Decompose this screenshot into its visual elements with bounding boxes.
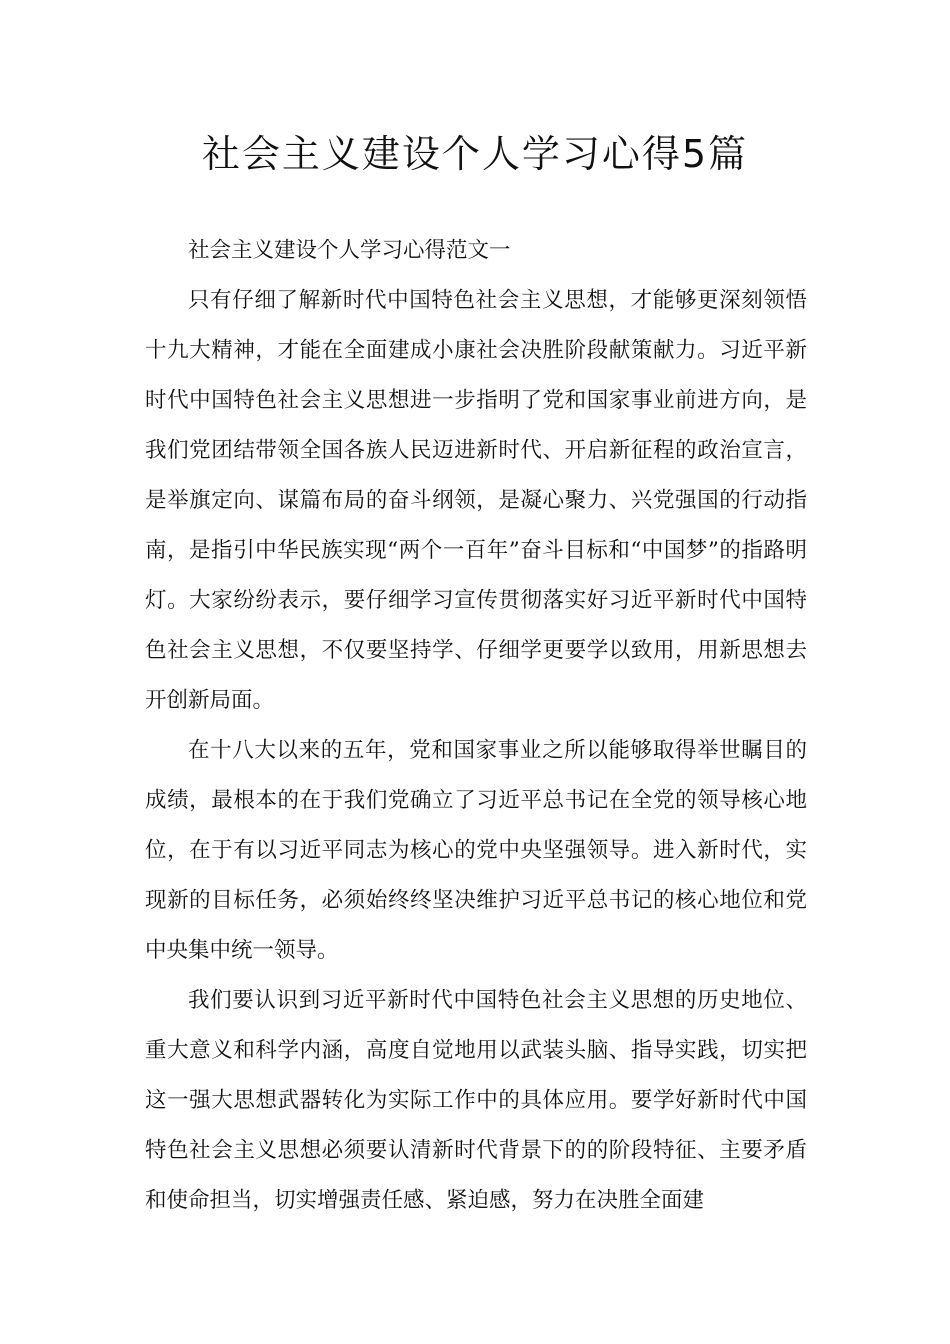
document-body xyxy=(145,226,807,1226)
paragraph-1: 只有仔细了解新时代中国特色社会主义思想，才能够更深刻领悟十九大精神，才能在全面建成小康社会决胜阶段献策献力。习近平新时代中国特色社会主义思想进一步指明了党和国家事业前进方向，是我们党团结带领全国各族人民迈进新时代、开启新征程的政治宣言，是举旗定向、谋篇布局的奋斗纲领，是凝心聚力、兴党强国的行动指南，是指引中华民族实现“两个一百年”奋斗目标和“中国梦”的指路明灯。大家纷纷表示，要仔细学习宣传贯彻落实好习近平新时代中国特色社会主义思想，不仅要坚持学、仔细学更要学以致用，用新思想去开创新局面。 xyxy=(145,288,807,713)
paragraph-2: 在十八大以来的五年，党和国家事业之所以能够取得举世瞩目的成绩，最根本的在于我们党确立了习近平总书记在全党的领导核心地位，在于有以习近平同志为核心的党中央坚强领导。进入新时代，实现新的目标任务，必须始终终坚决维护习近平总书记的核心地位和党中央集中统一领导。 xyxy=(145,738,807,963)
section-subheading: 社会主义建设个人学习心得范文一 xyxy=(188,238,511,263)
paragraph-3: 我们要认识到习近平新时代中国特色社会主义思想的历史地位、重大意义和科学内涵，高度自觉地用以武装头脑、指导实践，切实把这一强大思想武器转化为实际工作中的具体应用。要学好新时代中国特色社会主义思想必须要认清新时代背景下的的阶段特征、主要矛盾和使命担当，切实增强责任感、紧迫感，努力在决胜全面建 xyxy=(145,988,807,1213)
document-title: 社会主义建设个人学习心得5篇 xyxy=(201,132,749,176)
